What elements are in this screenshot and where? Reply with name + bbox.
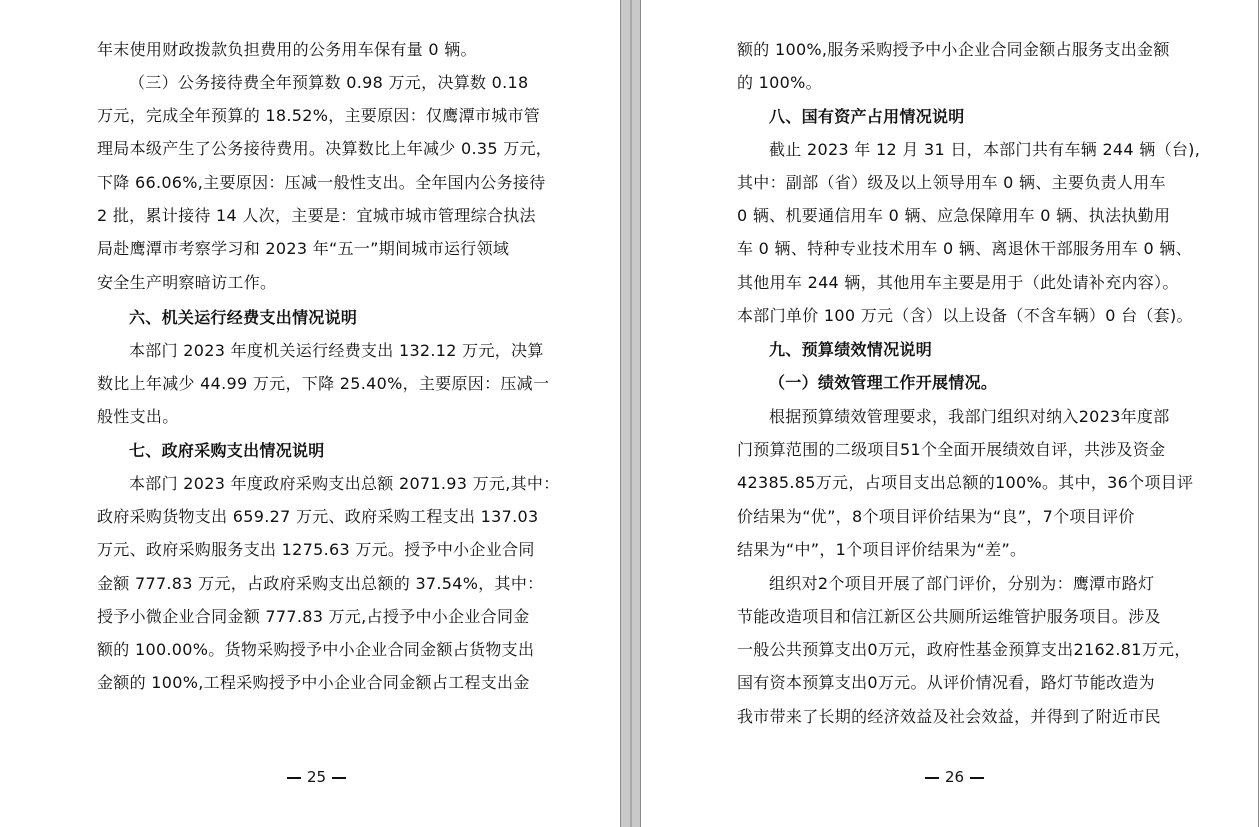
text-line: 安全生产明察暗访工作。 — [97, 273, 277, 292]
text-line: 年末使用财政拨款负担费用的公务用车保有量 0 辆。 — [97, 40, 477, 59]
text-line: 授予小微企业合同金额 777.83 万元,占授予中小企业合同金 — [97, 607, 530, 626]
page-number-dash — [332, 777, 346, 779]
text-line: 根据预算绩效管理要求，我部门组织对纳入2023年度部 — [769, 407, 1170, 426]
section-heading-6: 六、机关运行经费支出情况说明 — [129, 308, 358, 327]
text-line: 般性支出。 — [97, 407, 179, 426]
text-line: 数比上年减少 44.99 万元，下降 25.40%，主要原因：压减一 — [97, 374, 550, 393]
text-line: 一般公共预算支出0万元，政府性基金预算支出2162.81万元， — [737, 640, 1191, 659]
text-line: 额的 100.00%。货物采购授予中小企业合同金额占货物支出 — [97, 640, 535, 659]
text-line: 结果为“中”，1个项目评价结果为“差”。 — [737, 540, 1027, 559]
text-line: 万元，完成全年预算的 18.52%，主要原因：仅鹰潭市城市管 — [97, 106, 541, 125]
subsection-heading: （一）绩效管理工作开展情况。 — [769, 373, 998, 392]
text-line: 2 批，累计接待 14 人次，主要是：宜城市城市管理综合执法 — [97, 206, 536, 225]
text-line: 本部门 2023 年度机关运行经费支出 132.12 万元，决算 — [129, 341, 544, 360]
page-number — [919, 765, 990, 789]
text-line: 组织对2个项目开展了部门评价，分别为：鹰潭市路灯 — [769, 574, 1155, 593]
page-number-dash — [925, 777, 939, 779]
text-line: 理局本级产生了公务接待费用。决算数比上年减少 0.35 万元， — [97, 139, 553, 158]
text-line: 下降 66.06%,主要原因：压减一般性支出。全年国内公务接待 — [97, 173, 546, 192]
page-gutter — [620, 0, 641, 827]
text-line: 局赴鹰潭市考察学习和 2023 年“五一”期间城市运行领域 — [97, 239, 510, 258]
text-line: 其他用车 244 辆，其他用车主要是用于（此处请补充内容）。 — [737, 273, 1179, 292]
text-line: 价结果为“优”，8个项目评价结果为“良”，7个项目评价 — [737, 507, 1135, 526]
text-line: 政府采购货物支出 659.27 万元、政府采购工程支出 137.03 — [97, 507, 539, 526]
page-number-value: 25 — [307, 768, 327, 786]
text-line: 本部门 2023 年度政府采购支出总额 2071.93 万元,其中： — [129, 474, 560, 493]
text-line: 的 100%。 — [737, 73, 822, 92]
text-line: 万元、政府采购服务支出 1275.63 万元。授予中小企业合同 — [97, 540, 535, 559]
page-number-value: 26 — [945, 768, 965, 786]
page-number-dash — [287, 777, 301, 779]
section-heading-9: 九、预算绩效情况说明 — [769, 340, 933, 359]
text-line: 我市带来了长期的经济效益及社会效益，并得到了附近市民 — [737, 707, 1161, 726]
text-line: 其中：副部（省）级及以上领导用车 0 辆、主要负责人用车 — [737, 173, 1166, 192]
gutter-divider — [630, 0, 632, 827]
text-line: 国有资本预算支出0万元。从评价情况看，路灯节能改造为 — [737, 673, 1155, 692]
page-number-dash — [970, 777, 984, 779]
text-line: 0 辆、机要通信用车 0 辆、应急保障用车 0 辆、执法执勤用 — [737, 206, 1171, 225]
text-line: 节能改造项目和信江新区公共厕所运维管护服务项目。涉及 — [737, 607, 1161, 626]
text-line: 金额的 100%,工程采购授予中小企业合同金额占工程支出金 — [97, 673, 530, 692]
text-line: 额的 100%,服务采购授予中小企业合同金额占服务支出金额 — [737, 40, 1170, 59]
text-line: 车 0 辆、特种专业技术用车 0 辆、离退休干部服务用车 0 辆、 — [737, 239, 1192, 258]
text-line: 本部门单价 100 万元（含）以上设备（不含车辆）0 台（套)。 — [737, 306, 1193, 325]
section-heading-8: 八、国有资产占用情况说明 — [769, 107, 965, 126]
text-line: （三）公务接待费全年预算数 0.98 万元，决算数 0.18 — [129, 73, 529, 92]
text-line: 金额 777.83 万元，占政府采购支出总额的 37.54%，其中： — [97, 574, 544, 593]
page-number — [281, 765, 352, 789]
section-heading-7: 七、政府采购支出情况说明 — [129, 441, 325, 460]
text-line: 门预算范围的二级项目51个全面开展绩效自评，共涉及资金 — [737, 440, 1166, 459]
text-line: 截止 2023 年 12 月 31 日，本部门共有车辆 244 辆（台), — [769, 140, 1201, 159]
document-page-25 — [0, 0, 620, 827]
text-line: 42385.85万元，占项目支出总额的100%。其中，36个项目评 — [737, 473, 1194, 492]
document-page-26 — [641, 0, 1259, 827]
